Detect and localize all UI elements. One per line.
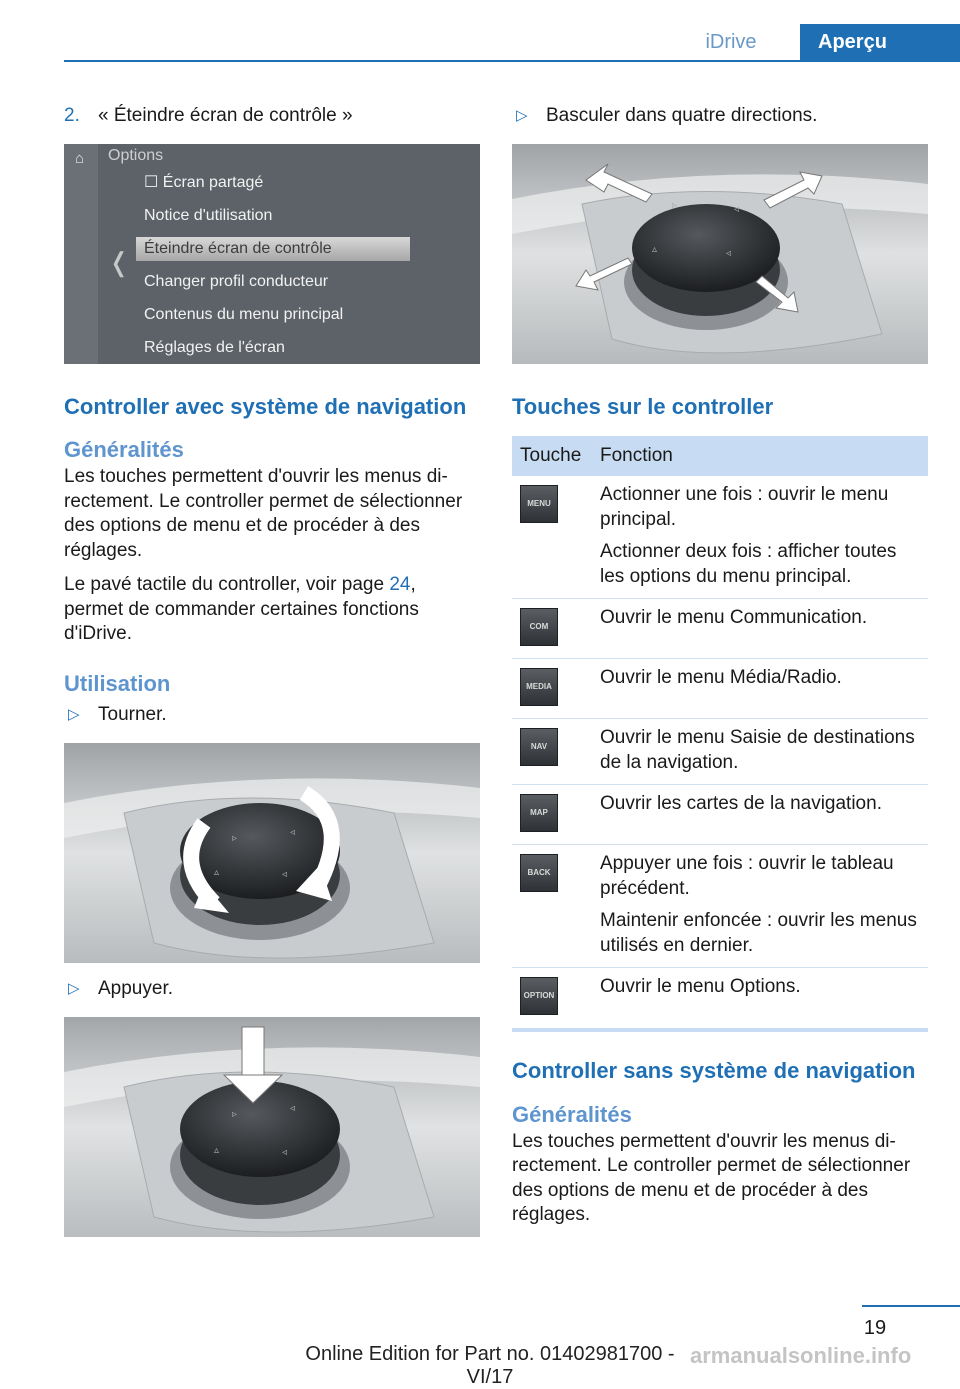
step-number: 2. — [64, 105, 80, 126]
bullet-press — [64, 973, 480, 1005]
com-button-icon: COM — [520, 608, 558, 646]
svg-text:▵: ▵ — [652, 244, 658, 255]
function-text: Ouvrir les cartes de la navigation. — [600, 793, 882, 814]
function-cell — [592, 845, 928, 968]
key-cell — [512, 599, 592, 659]
screen-menu-item-selected[interactable]: Éteindre écran de contrôle — [136, 237, 410, 261]
subsection-heading: Généralités — [512, 1101, 632, 1127]
section-heading-keys: Touches sur le controller — [512, 394, 774, 419]
bullet-triangle-icon: ▷ — [516, 107, 528, 124]
bullet-triangle-icon: ▷ — [68, 979, 80, 997]
key-cell — [512, 845, 592, 968]
controller-turn-image — [64, 743, 480, 963]
svg-text:▹: ▹ — [232, 832, 238, 844]
controller-keys-table — [512, 436, 928, 1032]
left-column — [64, 100, 480, 1237]
bullet-triangle-icon: ▷ — [68, 705, 80, 723]
function-text: Actionner une fois : ouvrir le menu principal. — [600, 484, 889, 530]
svg-text:◃: ◃ — [734, 204, 740, 215]
svg-text:▹: ▹ — [672, 200, 678, 211]
page-footer — [0, 1305, 960, 1388]
svg-text:▹: ▹ — [232, 1108, 238, 1120]
function-text: Ouvrir le menu Communication. — [600, 607, 868, 628]
key-cell — [512, 785, 592, 845]
bullet-text: Basculer dans quatre directions. — [546, 105, 818, 126]
screen-menu-item[interactable]: Contenus du menu principal — [144, 306, 344, 323]
table-row — [512, 968, 928, 1030]
edition-text: Online Edition for Part no. 01402981700 - VI/17 — [305, 1343, 675, 1388]
watermark: armanualsonline.info — [690, 1343, 912, 1368]
screen-menu-item[interactable]: ☐ Écran partagé — [144, 174, 264, 191]
function-text: Appuyer une fois : ouvrir le tableau précédent. — [600, 853, 894, 899]
page-number: 19 — [863, 1317, 887, 1339]
step-text: « Éteindre écran de contrôle » — [98, 105, 353, 126]
screen-title: Options — [108, 147, 164, 164]
menu-button-icon: MENU — [520, 485, 558, 523]
back-button-icon: BACK — [520, 854, 558, 892]
screen-menu-item[interactable]: Notice d'utilisation — [144, 207, 273, 224]
table-row — [512, 845, 928, 968]
svg-text:◃: ◃ — [290, 826, 296, 838]
map-button-icon: MAP — [520, 794, 558, 832]
right-column — [512, 100, 928, 1228]
screen-menu-item[interactable]: Changer profil conducteur — [144, 273, 329, 290]
function-cell — [592, 476, 928, 599]
svg-text:◃: ◃ — [282, 868, 288, 880]
header-section-idrive[interactable]: iDrive — [705, 31, 757, 53]
bullet-text: Appuyer. — [98, 977, 173, 999]
function-cell — [592, 599, 928, 659]
svg-text:▵: ▵ — [214, 1144, 220, 1156]
table-header-row — [512, 436, 928, 476]
back-chevron-icon: ❬ — [108, 247, 130, 277]
table-row — [512, 659, 928, 719]
table-row — [512, 785, 928, 845]
controller-press-image — [64, 1017, 480, 1237]
bullet-text: Tourner. — [98, 703, 167, 725]
key-cell — [512, 968, 592, 1030]
footer-rule — [862, 1305, 960, 1307]
key-cell — [512, 719, 592, 785]
paragraph-text: Le pavé tactile du controller, voir page — [64, 574, 390, 595]
function-text: Ouvrir le menu Saisie de destinations de la navigation. — [600, 727, 915, 773]
key-cell — [512, 476, 592, 599]
page-header — [64, 24, 960, 62]
function-cell — [592, 785, 928, 845]
header-tab-apercu[interactable]: Aperçu — [800, 24, 960, 62]
home-icon: ⌂ — [75, 150, 85, 167]
media-button-icon: MEDIA — [520, 668, 558, 706]
table-row — [512, 719, 928, 785]
function-text: Maintenir enfoncée : ouvrir les menus utilisés en dernier. — [600, 910, 917, 956]
page-link[interactable]: 24 — [389, 574, 411, 595]
function-text: Actionner deux fois : afficher toutes les options du menu principal. — [600, 541, 897, 587]
subsection-heading-usage: Utilisation — [64, 670, 171, 696]
nav-button-icon: NAV — [520, 728, 558, 766]
bullet-tilt — [512, 100, 928, 132]
section-heading-no-nav: Controller sans système de navigation — [512, 1057, 916, 1083]
function-cell — [592, 719, 928, 785]
column-header-key: Touche — [512, 436, 592, 476]
subsection-heading: Généralités — [64, 437, 184, 462]
function-cell — [592, 968, 928, 1030]
screen-sidebar — [64, 144, 98, 364]
screen-menu-item[interactable]: Réglages de l'écran — [144, 339, 285, 356]
option-button-icon: OPTION — [520, 977, 558, 1015]
svg-text:▵: ▵ — [214, 866, 220, 878]
step-2 — [64, 100, 480, 132]
paragraph-text: , permet de commander certaines fonctions d'iDrive. — [64, 574, 419, 644]
bullet-turn — [64, 699, 480, 731]
control-display-screenshot — [64, 144, 480, 364]
table-row — [512, 599, 928, 659]
svg-text:◃: ◃ — [726, 248, 732, 259]
key-cell — [512, 659, 592, 719]
paragraph-page-ref — [64, 573, 480, 647]
svg-text:◃: ◃ — [290, 1102, 296, 1114]
controller-tilt-image — [512, 144, 928, 364]
svg-text:◃: ◃ — [282, 1146, 288, 1158]
function-text: Ouvrir le menu Média/Radio. — [600, 667, 842, 688]
table-row — [512, 476, 928, 599]
paragraph: Les touches permettent d'ouvrir les menus directement. Le controller permet de sélectionner des options de menu et de procéder à des réglages. — [512, 1130, 911, 1225]
paragraph: Les touches permettent d'ouvrir les menus directement. Le controller permet de sélectionner des options de menu et de procéder à des réglages. — [64, 466, 463, 561]
column-header-function: Fonction — [592, 436, 928, 476]
function-cell — [592, 659, 928, 719]
function-text: Ouvrir le menu Options. — [600, 976, 801, 997]
section-heading: Controller avec système de navigation — [64, 394, 467, 419]
